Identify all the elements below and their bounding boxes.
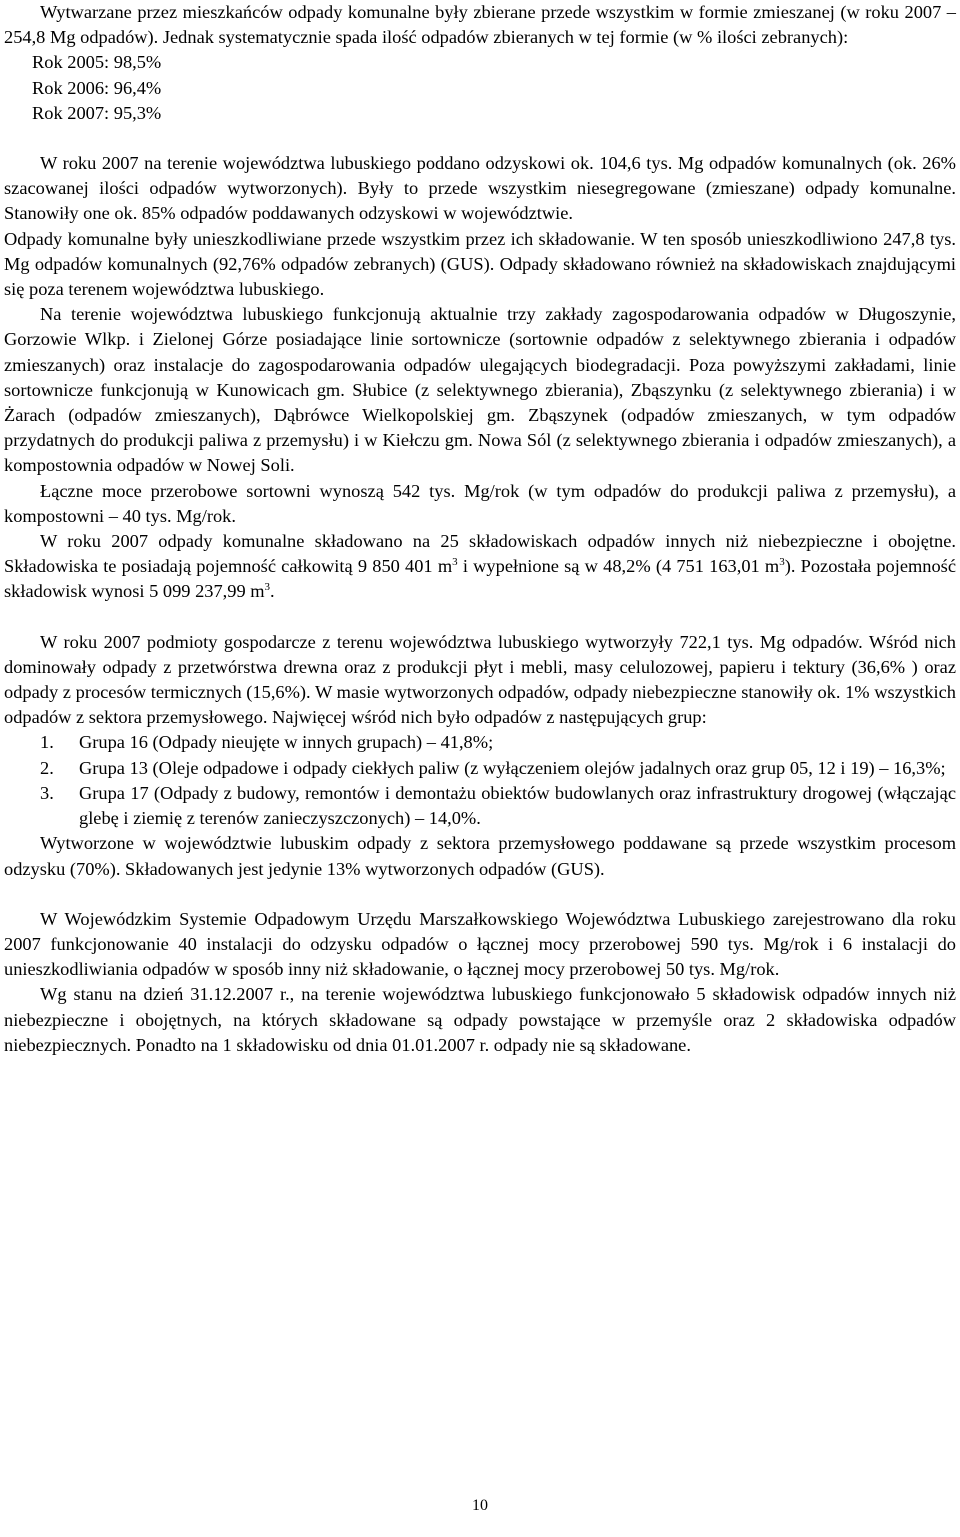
paragraph-industrial-recovery: Wytworzone w województwie lubuskim odpady z sektora przemysłowego poddawane są przede wszystkim procesom odzysku (70%). Składowanych jest jedynie 13% wytworzonych odpadów (GUS).	[4, 833, 956, 879]
waste-groups-list	[4, 730, 956, 831]
year-share-2007: Rok 2007: 95,3%	[32, 102, 162, 123]
list-item	[4, 781, 956, 831]
spacer	[4, 882, 956, 907]
list-item	[4, 730, 956, 755]
paragraph-landfill-status: Wg stanu na dzień 31.12.2007 r., na terenie województwa lubuskiego funkcjonowało 5 składowisk odpadów innych niż niebezpieczne i obojętnych, na których składowane są odpady powstające w przemyśle oraz 2 składowiska odpadów niebezpiecznych. Ponadto na 1 składowisku od dnia 01.01.2007 r. odpady nie są składowane.	[4, 984, 956, 1055]
paragraph-disposal: Odpady komunalne były unieszkodliwiane przede wszystkim przez ich składowanie. W ten sposób unieszkodliwiono 247,8 tys. Mg odpadów komunalnych (92,76% odpadów zebranych) (GUS). Odpady składowano również na składowiskach znajdującymi się poza terenem województwa lubuskiego.	[4, 228, 956, 300]
spacer	[4, 126, 956, 151]
landfills-text-d: .	[270, 581, 275, 602]
landfills-text-a: W roku 2007 odpady komunalne składowano na 25 składowiskach odpadów innych niż niebezpieczne i obojętne. Składowiska te posiadają pojemność całkowitą 9 850 401 m	[4, 531, 956, 577]
list-item-text: Grupa 17 (Odpady z budowy, remontów i demontażu obiektów budowlanych oraz infrastruktury drogowej (włączając glebę i ziemię z terenów zanieczyszczonych) – 14,0%.	[79, 782, 956, 829]
list-item-text: Grupa 13 (Oleje odpadowe i odpady ciekłych paliw (z wyłączeniem olejów jadalnych oraz grup 05, 12 i 19) – 16,3%;	[79, 757, 946, 778]
list-item	[4, 756, 956, 781]
superscript-3: 3	[452, 556, 458, 569]
superscript-3: 3	[779, 556, 785, 569]
paragraph-waste-collection: Wytwarzane przez mieszkańców odpady komunalne były zbierane przede wszystkim w formie zmieszanej (w roku 2007 – 254,8 Mg odpadów). Jednak systematycznie spada ilość odpadów zbieranych w tej formie (w % ilości zebranych):	[4, 2, 956, 48]
paragraph-industrial-waste: W roku 2007 podmioty gospodarcze z terenu województwa lubuskiego wytworzyły 722,1 tys. Mg odpadów. Wśród nich dominowały odpady z przetwórstwa drewna oraz z produkcji płyt i mebli, masy celulozowej, papieru i tektury (36,6% ) oraz odpady z procesów termicznych (15,6%). W masie wytworzonych odpadów, odpady niebezpieczne stanowiły ok. 1% wszystkich odpadów z sektora przemysłowego. Najwięcej wśród nich było odpadów z następujących grup:	[4, 631, 956, 728]
year-share-2005: Rok 2005: 98,5%	[32, 52, 162, 73]
paragraph-registered-installations: W Wojewódzkim Systemie Odpadowym Urzędu Marszałkowskiego Województwa Lubuskiego zarejestrowano dla roku 2007 funkcjonowanie 40 instalacji do odzysku odpadów o łącznej mocy przerobowej 590 tys. Mg/rok i 6 instalacji do unieszkodliwiania odpadów w sposób inny niż składowanie, o łącznej mocy przerobowej 50 tys. Mg/rok.	[4, 908, 956, 980]
list-item-number: 1.	[40, 732, 54, 753]
page-number: 10	[472, 1497, 488, 1514]
document-page	[4, 0, 956, 1058]
spacer	[4, 605, 956, 630]
superscript-3: 3	[264, 581, 271, 594]
list-item-number: 3.	[40, 782, 54, 803]
year-share-2006: Rok 2006: 96,4%	[32, 77, 162, 98]
paragraph-facilities: Na terenie województwa lubuskiego funkcjonują aktualnie trzy zakłady zagospodarowania odpadów w Długoszynie, Gorzowie Wlkp. i Zielonej Górze posiadające linie sortownicze (sortownie odpadów z selektywnego zbierania i odpadów zmieszanych) oraz instalacje do zagospodarowania odpadów ulegających biodegradacji. Poza powyższymi zakładami, linie sortownicze funkcjonują w Kunowicach gm. Słubice (z selektywnego zbierania), Zbąszynku (z selektywnego zbierania) i w Żarach (odpadów zmieszanych), Dąbrówce Wielkopolskiej gm. Zbąszynek (odpadów zmieszanych, w tym odpadów przydatnych do produkcji paliwa z przemysłu) i w Kiełczu gm. Nowa Sól (z selektywnego zbierania i odpadów zmieszanych), a kompostownia odpadów w Nowej Soli.	[4, 304, 956, 476]
landfills-text-c: ). Pozostała pojemność składowisk wynosi 5 099 237,99 m	[4, 556, 956, 602]
paragraph-landfills	[4, 529, 956, 605]
list-item-text: Grupa 16 (Odpady nieujęte w innych grupach) – 41,8%;	[79, 732, 494, 753]
list-item-number: 2.	[40, 757, 54, 778]
paragraph-capacity: Łączne moce przerobowe sortowni wynoszą 542 tys. Mg/rok (w tym odpadów do produkcji paliwa z przemysłu), a kompostowni – 40 tys. Mg/rok.	[4, 480, 956, 526]
paragraph-recovery: W roku 2007 na terenie województwa lubuskiego poddano odzyskowi ok. 104,6 tys. Mg odpadów komunalnych (ok. 26% szacowanej ilości odpadów wytworzonych). Były to przede wszystkim niesegregowane (zmieszane) odpady komunalne. Stanowiły one ok. 85% odpadów poddawanych odzyskowi w województwie.	[4, 153, 956, 224]
landfills-text-b: i wypełnione są w 48,2% (4 751 163,01 m	[457, 556, 780, 577]
